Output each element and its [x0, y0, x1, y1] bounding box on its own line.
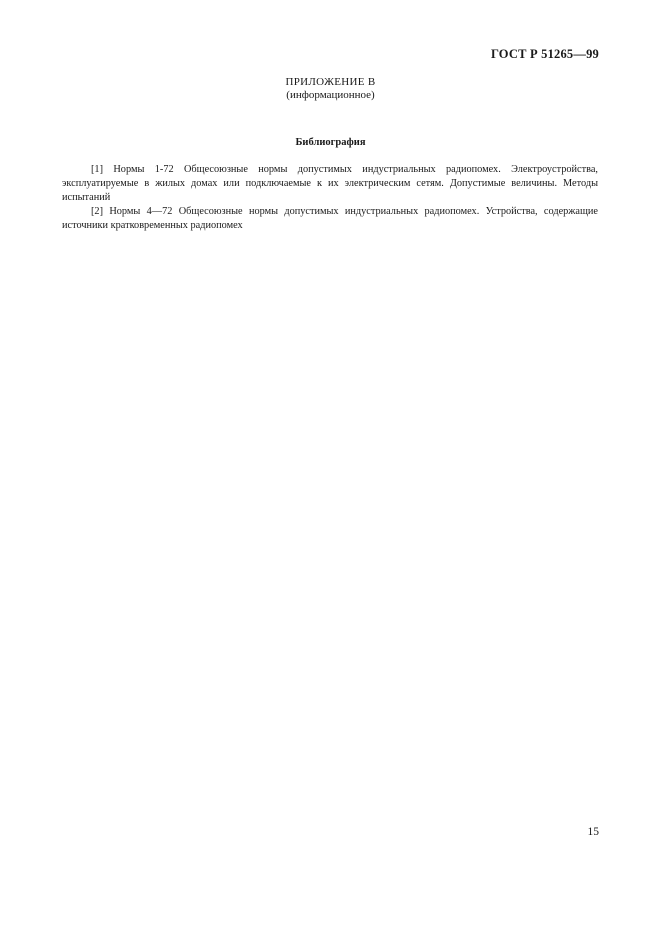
bibliography-entry: [1] Нормы 1-72 Общесоюзные нормы допустимых индустриальных радиопомех. Электроустройства, эксплуатируемые в жилых домах или подключаемые к их электрическим сетям. Допустимые величины. Методы испытаний	[62, 164, 598, 203]
appendix-title-block	[0, 76, 661, 102]
document-code: ГОСТ Р 51265—99	[490, 47, 599, 61]
bibliography-heading: Библиография	[295, 137, 366, 148]
appendix-title: ПРИЛОЖЕНИЕ В	[285, 76, 376, 88]
appendix-subtitle: (информационное)	[286, 89, 375, 101]
bibliography-list	[62, 163, 598, 233]
page-number: 15	[587, 826, 599, 838]
bibliography-entry: [2] Нормы 4—72 Общесоюзные нормы допустимых индустриальных радиопомех. Устройства, содержащие источники кратковременных радиопомех	[62, 206, 598, 231]
